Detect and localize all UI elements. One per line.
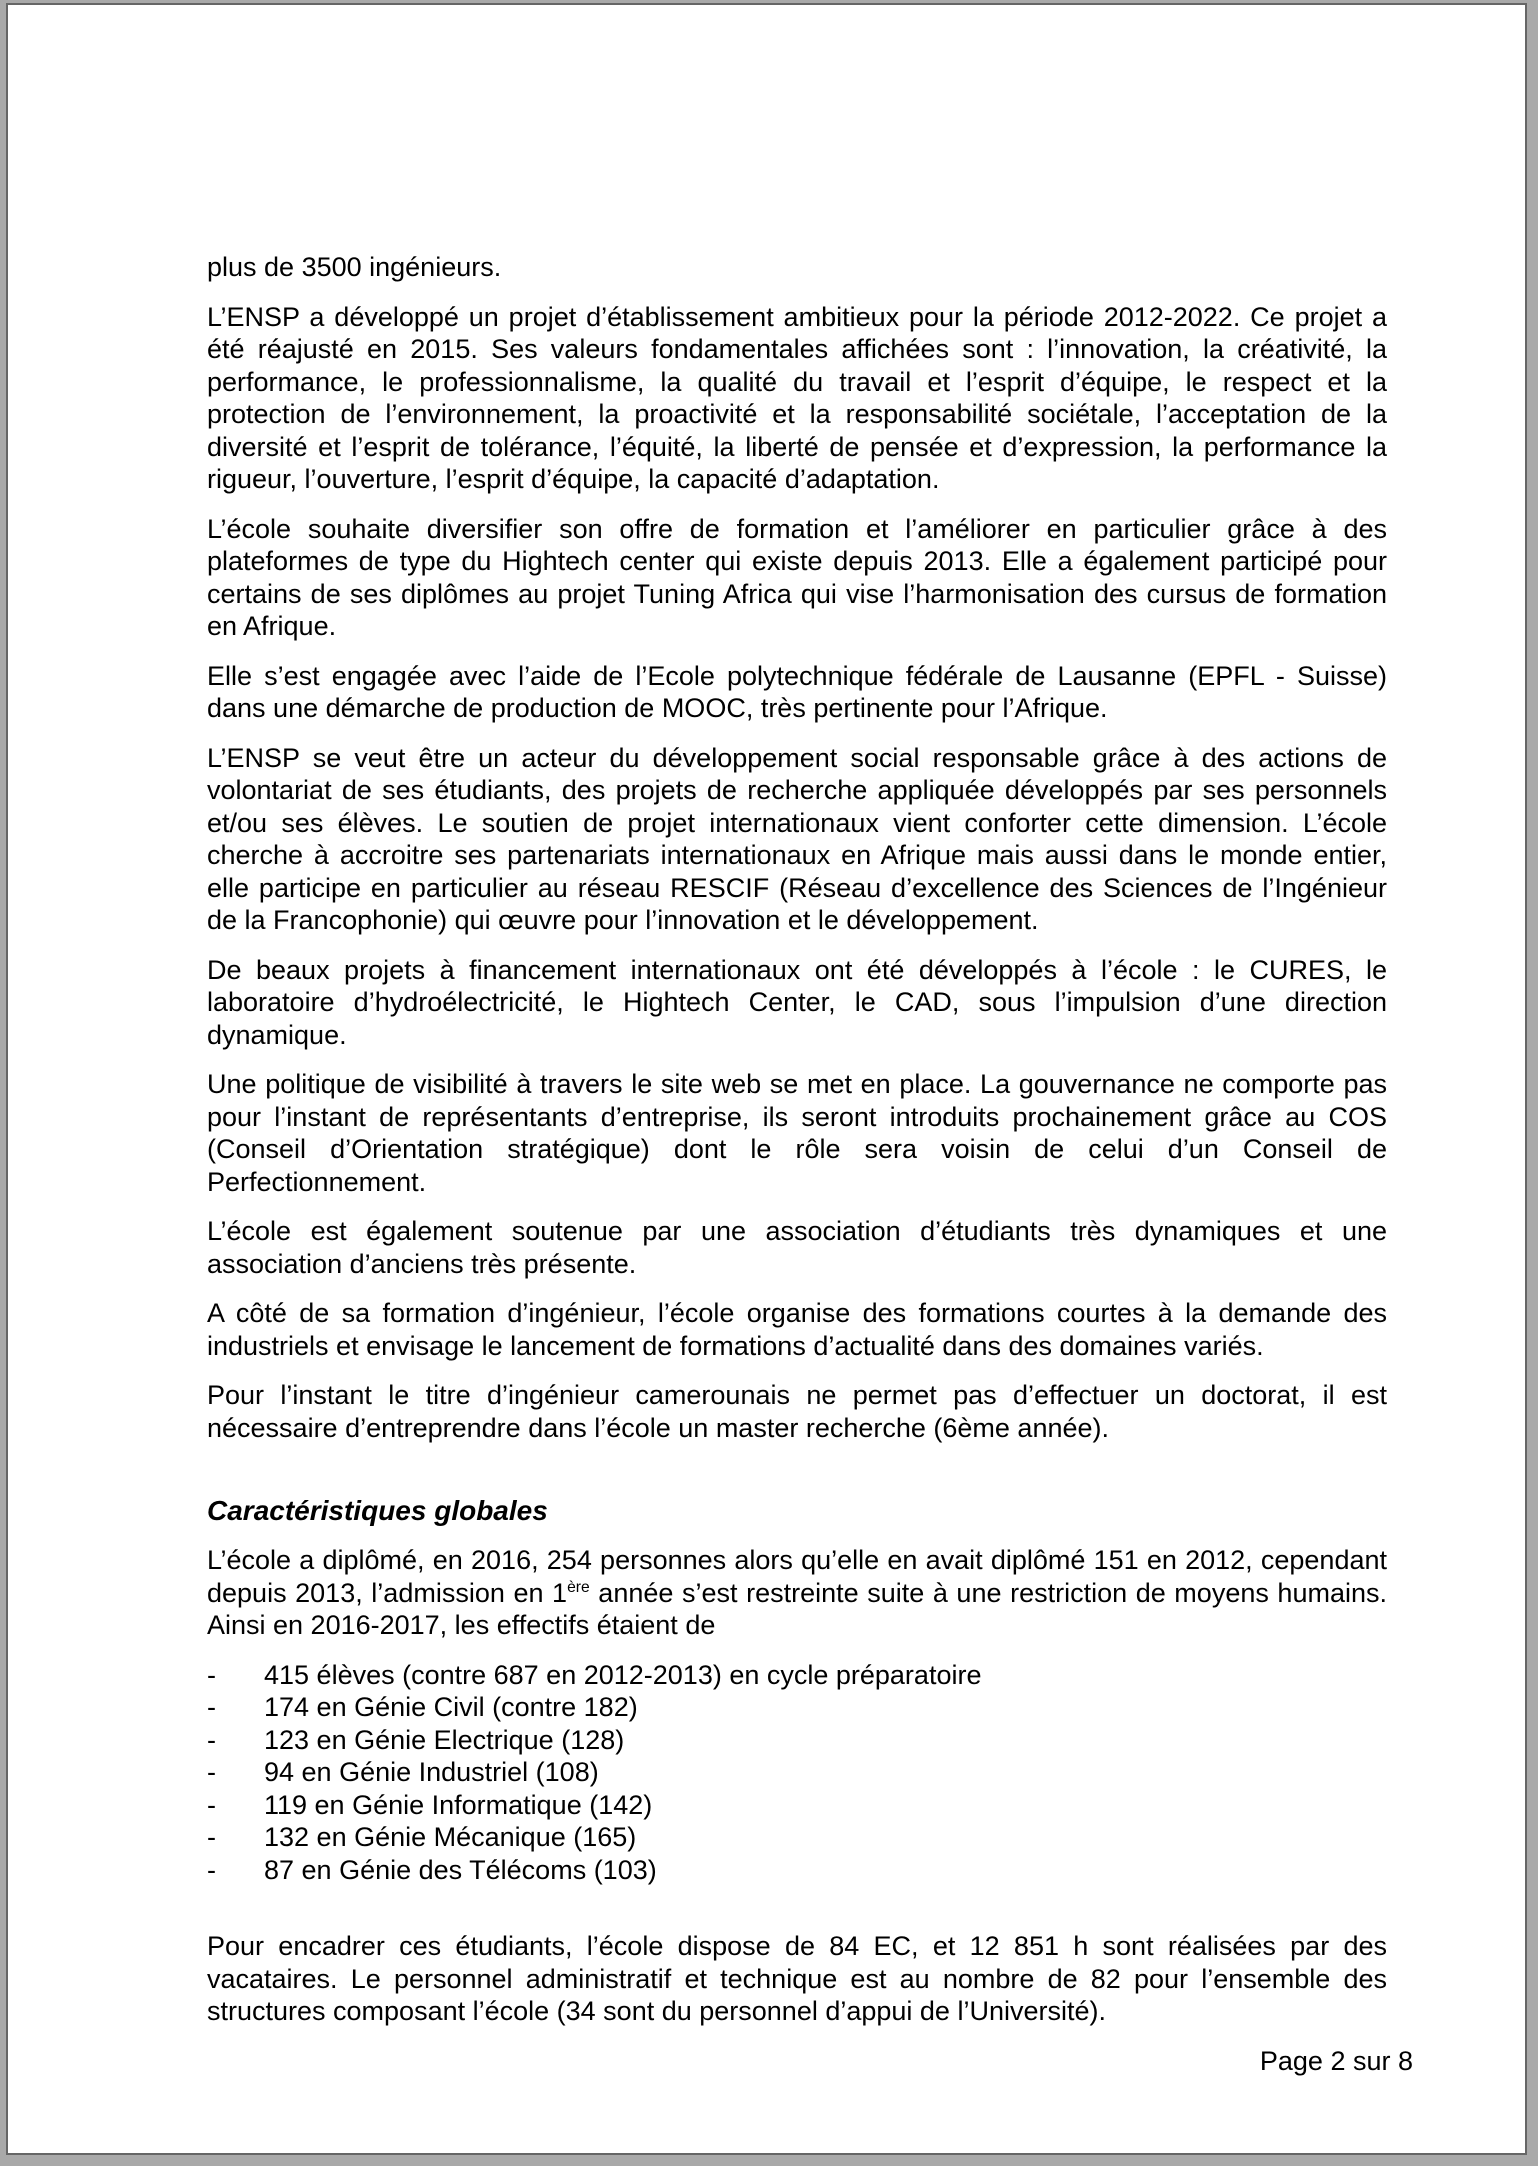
list-item: [207, 1756, 1387, 1789]
stats-text-after: année s’est restreinte suite à une restriction de moyens humains. Ainsi en 2016-2017, les effectifs étaient de: [207, 1577, 1387, 1640]
body-paragraph-1: L’ENSP a développé un projet d’établissement ambitieux pour la période 2012-2022. Ce projet a été réajusté en 2015. Ses valeurs fondamentales affichées sont : l’innovation, la créativité, la performance, le professionnalisme, la qualité du travail et l’esprit d’équipe, le respect et la protection de l’environnement, la proactivité et la responsabilité sociétale, l’acceptation de la diversité et l’esprit de tolérance, l’équité, la liberté de pensée et d’expression, la performance la rigueur, l’ouverture, l’esprit d’équipe, la capacité d’adaptation.: [207, 301, 1387, 494]
list-item: [207, 1659, 1387, 1692]
section-heading: Caractéristiques globales: [207, 1495, 548, 1526]
body-paragraph-6: Une politique de visibilité à travers le site web se met en place. La gouvernance ne comporte pas pour l’instant de représentants d’entreprise, ils seront introduits prochainement grâce au COS (Conseil d’Orientation stratégique) dont le rôle sera voisin de celui d’un Conseil de Perfectionnement.: [207, 1069, 1387, 1197]
list-item-text: 415 élèves (contre 687 en 2012-2013) en cycle préparatoire: [264, 1659, 982, 1690]
intro-paragraph: plus de 3500 ingénieurs.: [207, 252, 502, 282]
body-paragraph-3: Elle s’est engagée avec l’aide de l’Ecole polytechnique fédérale de Lausanne (EPFL - Suisse) dans une démarche de production de MOOC, très pertinente pour l’Afrique.: [207, 660, 1387, 723]
list-item-text: 174 en Génie Civil (contre 182): [264, 1692, 638, 1722]
list-item-text: 94 en Génie Industriel (108): [264, 1757, 599, 1787]
body-paragraph-4: L’ENSP se veut être un acteur du développement social responsable grâce à des actions de volontariat de ses étudiants, des projets de recherche appliquée développés par ses personnels et/ou ses élèves. Le soutien de projet internationaux vient conforter cette dimension. L’école cherche à accroitre ses partenariats internationaux en Afrique mais aussi dans le monde entier, elle participe en particulier au réseau RESCIF (Réseau d’excellence des Sciences de l’Ingénieur de la Francophonie) qui œuvre pour l’innovation et le développement.: [207, 742, 1387, 935]
content-area: [207, 251, 1413, 2078]
list-item-marker: -: [207, 1692, 216, 1722]
body-paragraph-9: Pour l’instant le titre d’ingénieur camerounais ne permet pas d’effectuer un doctorat, il est nécessaire d’entreprendre dans l’école un master recherche (6ème année).: [207, 1380, 1387, 1443]
list-item-text: 119 en Génie Informatique (142): [264, 1789, 653, 1820]
list-item-marker: -: [207, 1789, 216, 1820]
list-item-marker: -: [207, 1822, 216, 1852]
list-item-marker: -: [207, 1757, 216, 1787]
list-item: [207, 1821, 1387, 1854]
stats-text-before: L’école a diplômé, en 2016, 254 personnes alors qu’elle en avait diplômé 151 en 2012, cependant depuis 2013, l’admission en 1: [207, 1545, 1387, 1608]
body-paragraph-7: L’école est également soutenue par une association d’étudiants très dynamiques et une association d’anciens très présente.: [207, 1216, 1387, 1279]
enrollment-list: [207, 1659, 1387, 1887]
body-paragraph-5: De beaux projets à financement internationaux ont été développés à l’école : le CURES, le laboratoire d’hydroélectricité, le Hightech Center, le CAD, sous l’impulsion d’une direction dynamique.: [207, 954, 1387, 1050]
body-paragraph-2: L’école souhaite diversifier son offre de formation et l’améliorer en particulier grâce à des plateformes de type du Hightech center qui existe depuis 2013. Elle a également participé pour certains de ses diplômes au projet Tuning Africa qui vise l’harmonisation des cursus de formation en Afrique.: [207, 513, 1387, 641]
ordinal-superscript: ère: [567, 1578, 590, 1596]
document-page: [6, 3, 1527, 2155]
list-item: [207, 1691, 1387, 1724]
list-item-marker: -: [207, 1724, 216, 1755]
list-item-text: 123 en Génie Electrique (128): [264, 1724, 625, 1755]
list-item: [207, 1789, 1387, 1822]
list-item-text: 87 en Génie des Télécoms (103): [264, 1854, 657, 1885]
list-item-marker: -: [207, 1854, 216, 1885]
body-paragraph-8: A côté de sa formation d’ingénieur, l’école organise des formations courtes à la demande des industriels et envisage le lancement de formations d’actualité dans des domaines variés.: [207, 1298, 1387, 1361]
list-item-marker: -: [207, 1659, 216, 1690]
list-item: [207, 1724, 1387, 1757]
stats-paragraph: [207, 1544, 1387, 1642]
closing-paragraph: Pour encadrer ces étudiants, l’école dispose de 84 EC, et 12 851 h sont réalisées par des vacataires. Le personnel administratif et technique est au nombre de 82 pour l’ensemble des structures composant l’école (34 sont du personnel d’appui de l’Université).: [207, 1931, 1387, 2026]
page-number: Page 2 sur 8: [1259, 2045, 1413, 2076]
list-item-text: 132 en Génie Mécanique (165): [264, 1822, 637, 1852]
list-item: [207, 1854, 1387, 1887]
